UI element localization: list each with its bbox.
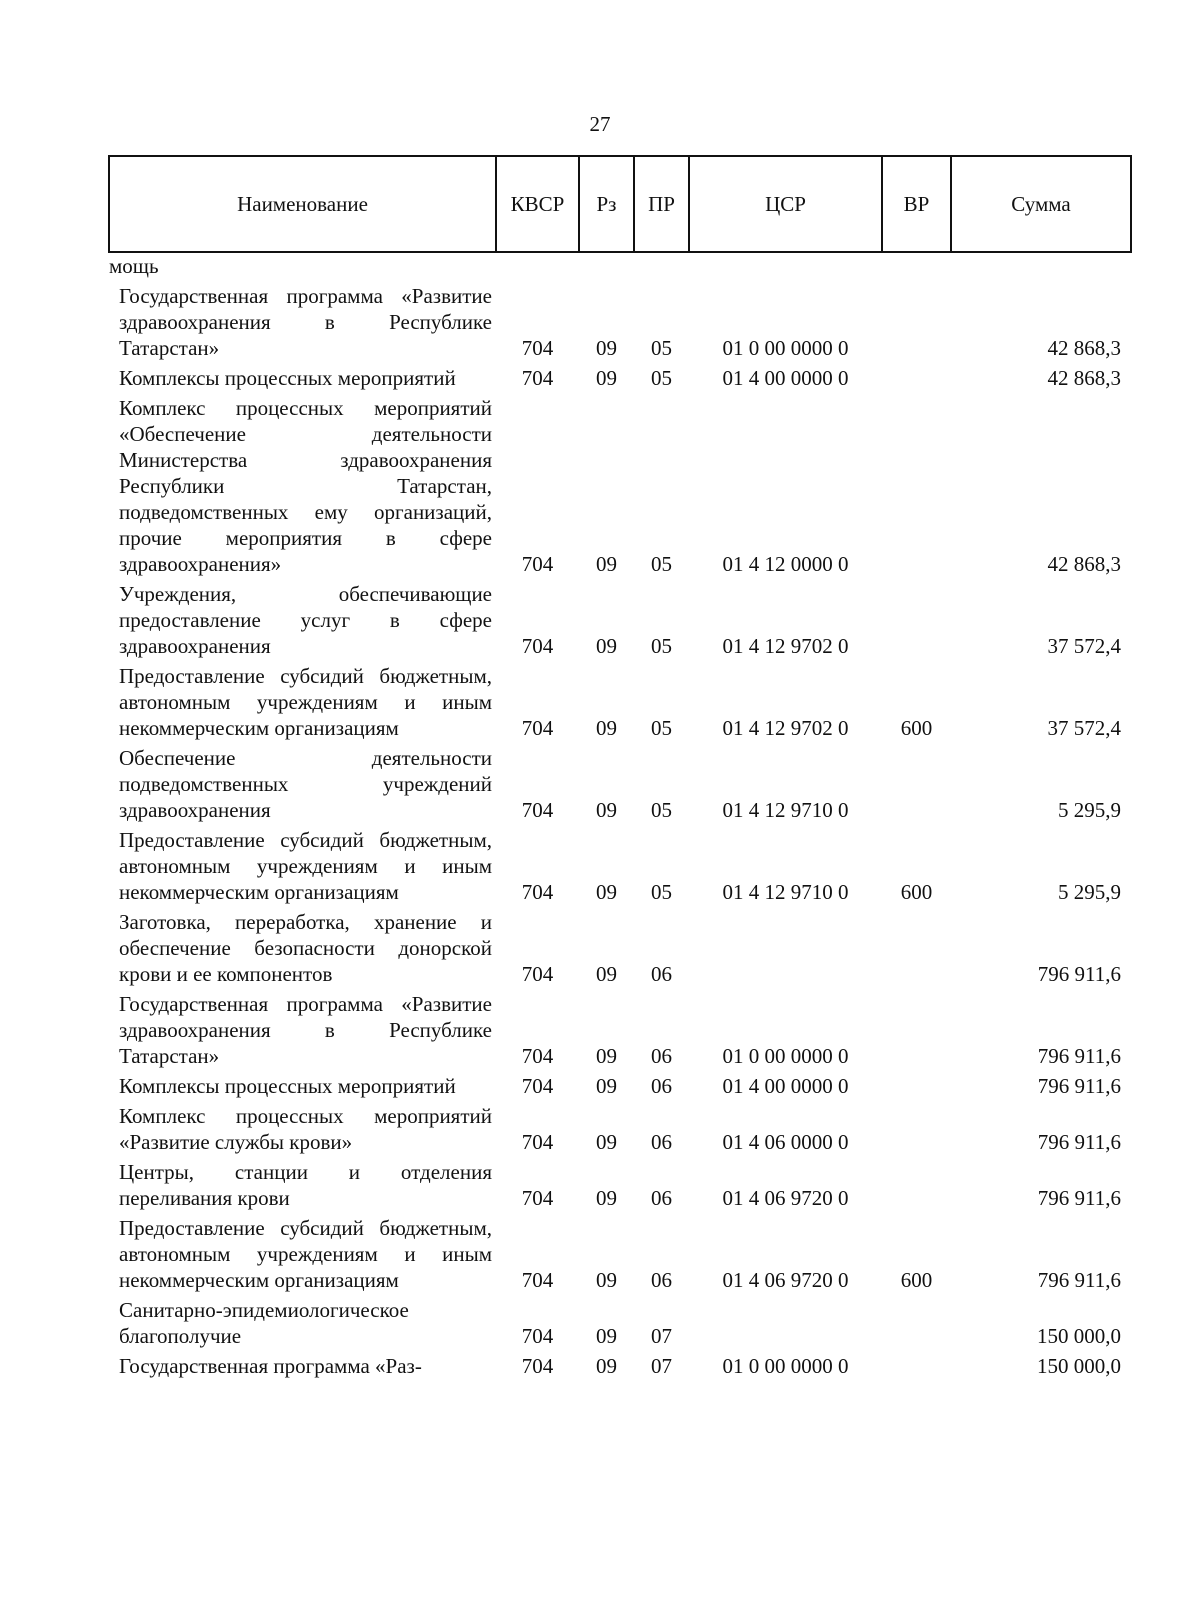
row-vr: 600: [900, 716, 933, 740]
row-csr: 01 4 12 9702 0: [722, 634, 849, 658]
row-kvsr: 704: [521, 716, 554, 740]
row-name: мощь: [109, 254, 159, 278]
row-kvsr: 704: [521, 1130, 554, 1154]
table-row: [109, 279, 1131, 361]
row-pr: 07: [651, 1354, 672, 1378]
row-kvsr: 704: [521, 336, 554, 360]
row-kvsr: 704: [521, 1268, 554, 1292]
header-sum: Сумма: [951, 156, 1131, 252]
row-name: Центры, станции и отделения переливания крови: [119, 1160, 492, 1210]
table-row: [109, 905, 1131, 987]
row-csr: 01 4 00 0000 0: [722, 366, 849, 390]
table-row: [109, 1211, 1131, 1293]
table-row: [109, 252, 1131, 279]
row-rz: 09: [596, 552, 617, 576]
row-pr: 05: [651, 366, 672, 390]
table-row: [109, 361, 1131, 391]
table-row: [109, 659, 1131, 741]
row-kvsr: 704: [521, 366, 554, 390]
row-name: Государственная программа «Раз-: [119, 1354, 422, 1378]
row-sum: 150 000,0: [1037, 1354, 1121, 1378]
row-csr: [689, 1293, 882, 1349]
row-kvsr: 704: [521, 1074, 554, 1098]
row-csr: 01 4 06 0000 0: [722, 1130, 849, 1154]
table-row: [109, 1069, 1131, 1099]
row-sum: 150 000,0: [1037, 1324, 1121, 1348]
row-name: Предоставление субсидий бюджетным, автономным учреждениям и иным некоммерческим организациям: [119, 1216, 492, 1292]
row-rz: 09: [596, 716, 617, 740]
row-csr: 01 4 12 0000 0: [722, 552, 849, 576]
row-kvsr: 704: [521, 880, 554, 904]
header-rz: Рз: [579, 156, 634, 252]
row-vr: [882, 987, 951, 1069]
row-csr: 01 0 00 0000 0: [722, 1354, 849, 1378]
row-kvsr: 704: [521, 552, 554, 576]
row-rz: 09: [596, 1186, 617, 1210]
row-vr: [882, 361, 951, 391]
table-row: [109, 1155, 1131, 1211]
row-pr: [634, 252, 689, 279]
row-vr: [882, 1349, 951, 1379]
row-pr: 06: [651, 1074, 672, 1098]
row-csr: [689, 252, 882, 279]
row-vr: [882, 905, 951, 987]
row-sum: 796 911,6: [1037, 1130, 1121, 1154]
row-vr: [882, 391, 951, 577]
row-kvsr: 704: [521, 1186, 554, 1210]
row-kvsr: 704: [521, 1354, 554, 1378]
row-csr: 01 4 12 9710 0: [722, 880, 849, 904]
row-pr: 05: [651, 798, 672, 822]
row-sum: 796 911,6: [1037, 1268, 1121, 1292]
row-vr: [882, 1155, 951, 1211]
row-name: Комплексы процессных мероприятий: [119, 366, 456, 390]
row-vr: [882, 1293, 951, 1349]
row-csr: 01 4 00 0000 0: [722, 1074, 849, 1098]
header-csr: ЦСР: [689, 156, 882, 252]
table-row: [109, 823, 1131, 905]
table-header: [109, 156, 1131, 252]
row-rz: 09: [596, 798, 617, 822]
row-kvsr: [496, 252, 579, 279]
row-sum: 796 911,6: [1037, 962, 1121, 986]
header-kvsr: КВСР: [496, 156, 579, 252]
row-name: Заготовка, переработка, хранение и обеспечение безопасности донорской крови и ее компонентов: [119, 910, 492, 986]
row-vr: [882, 279, 951, 361]
row-name: Государственная программа «Развитие здравоохранения в Республике Татарстан»: [119, 992, 492, 1068]
row-csr: 01 4 06 9720 0: [722, 1186, 849, 1210]
row-rz: [579, 252, 634, 279]
row-pr: 05: [651, 634, 672, 658]
header-name: Наименование: [109, 156, 496, 252]
row-rz: 09: [596, 880, 617, 904]
row-csr: [689, 905, 882, 987]
row-sum: 37 572,4: [1047, 716, 1121, 740]
row-rz: 09: [596, 1044, 617, 1068]
row-sum: 796 911,6: [1037, 1044, 1121, 1068]
row-vr: [882, 577, 951, 659]
row-pr: 05: [651, 336, 672, 360]
row-rz: 09: [596, 962, 617, 986]
row-vr: [882, 741, 951, 823]
row-pr: 05: [651, 716, 672, 740]
row-vr: 600: [900, 1268, 933, 1292]
row-pr: 05: [651, 552, 672, 576]
row-kvsr: 704: [521, 962, 554, 986]
row-sum: 5 295,9: [1058, 798, 1121, 822]
row-rz: 09: [596, 1130, 617, 1154]
budget-table: [108, 155, 1132, 1379]
row-csr: 01 0 00 0000 0: [722, 336, 849, 360]
row-rz: 09: [596, 1354, 617, 1378]
row-rz: 09: [596, 366, 617, 390]
row-name: Государственная программа «Развитие здравоохранения в Республике Татарстан»: [119, 284, 492, 360]
row-pr: 06: [651, 1268, 672, 1292]
row-pr: 06: [651, 1130, 672, 1154]
row-sum: [951, 252, 1131, 279]
row-name: Комплекс процессных мероприятий «Обеспечение деятельности Министерства здравоохранения Республики Татарстан, подведомственных ему организаций, прочие мероприятия в сфере здравоохранения»: [119, 396, 492, 576]
row-sum: 37 572,4: [1047, 634, 1121, 658]
row-rz: 09: [596, 336, 617, 360]
row-csr: 01 0 00 0000 0: [722, 1044, 849, 1068]
row-sum: 42 868,3: [1047, 366, 1121, 390]
row-kvsr: 704: [521, 1324, 554, 1348]
row-vr: [882, 1099, 951, 1155]
row-kvsr: 704: [521, 1044, 554, 1068]
row-sum: 796 911,6: [1037, 1074, 1121, 1098]
row-name: Предоставление субсидий бюджетным, автономным учреждениям и иным некоммерческим организациям: [119, 828, 492, 904]
row-rz: 09: [596, 1074, 617, 1098]
header-pr: ПР: [634, 156, 689, 252]
row-pr: 05: [651, 880, 672, 904]
row-vr: 600: [900, 880, 933, 904]
row-kvsr: 704: [521, 798, 554, 822]
table-row: [109, 391, 1131, 577]
row-csr: 01 4 06 9720 0: [722, 1268, 849, 1292]
table-body: [109, 252, 1131, 1379]
row-name: Учреждения, обеспечивающие предоставление услуг в сфере здравоохранения: [119, 582, 492, 658]
row-rz: 09: [596, 634, 617, 658]
row-name: Комплексы процессных мероприятий: [119, 1074, 456, 1098]
header-vr: ВР: [882, 156, 951, 252]
row-sum: 796 911,6: [1037, 1186, 1121, 1210]
row-vr: [882, 1069, 951, 1099]
table-row: [109, 1293, 1131, 1349]
table-row: [109, 1349, 1131, 1379]
table-row: [109, 741, 1131, 823]
table-row: [109, 1099, 1131, 1155]
table-row: [109, 987, 1131, 1069]
row-rz: 09: [596, 1268, 617, 1292]
row-name: Предоставление субсидий бюджетным, автономным учреждениям и иным некоммерческим организациям: [119, 664, 492, 740]
row-vr: [882, 252, 951, 279]
row-name: Комплекс процессных мероприятий «Развитие службы крови»: [119, 1104, 492, 1154]
row-csr: 01 4 12 9702 0: [722, 716, 849, 740]
row-pr: 06: [651, 962, 672, 986]
row-rz: 09: [596, 1324, 617, 1348]
row-pr: 06: [651, 1044, 672, 1068]
row-sum: 5 295,9: [1058, 880, 1121, 904]
row-pr: 06: [651, 1186, 672, 1210]
row-pr: 07: [651, 1324, 672, 1348]
table-row: [109, 577, 1131, 659]
row-csr: 01 4 12 9710 0: [722, 798, 849, 822]
row-sum: 42 868,3: [1047, 552, 1121, 576]
row-name: Обеспечение деятельности подведомственных учреждений здравоохранения: [119, 746, 492, 822]
row-name: Санитарно-эпидемиологическое благополучие: [119, 1298, 409, 1348]
row-sum: 42 868,3: [1047, 336, 1121, 360]
page-number: 27: [589, 112, 611, 136]
row-kvsr: 704: [521, 634, 554, 658]
